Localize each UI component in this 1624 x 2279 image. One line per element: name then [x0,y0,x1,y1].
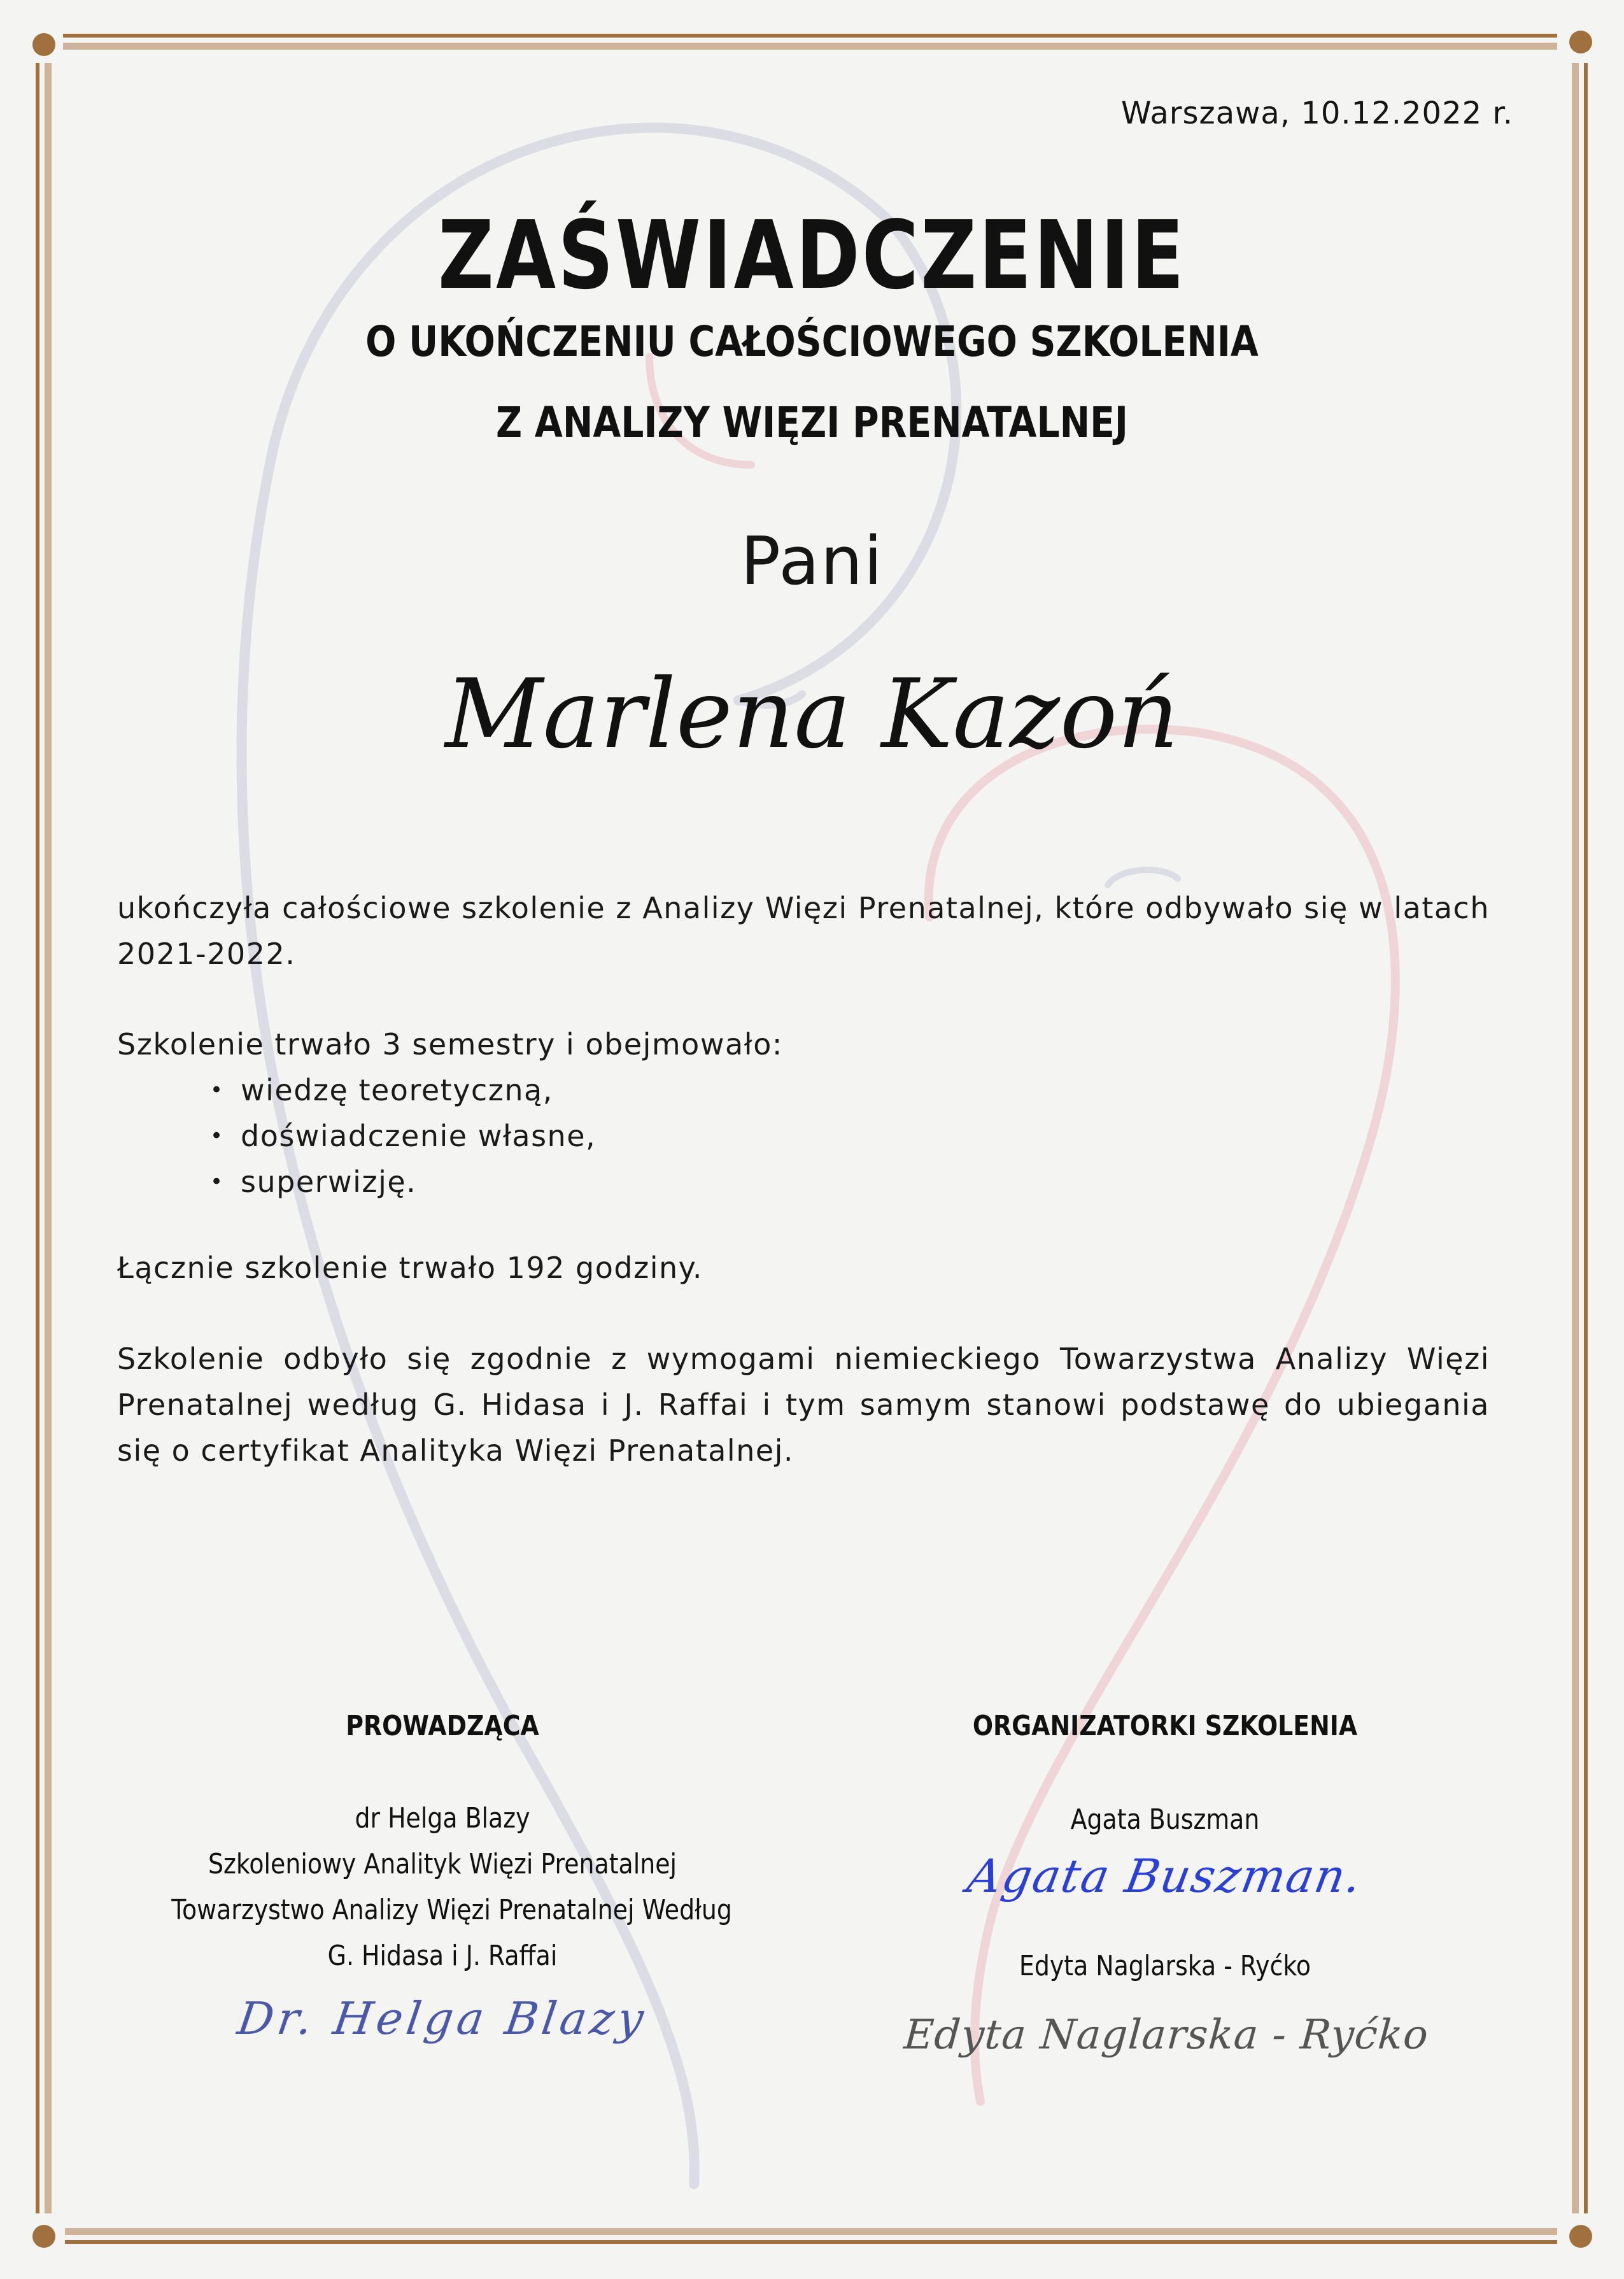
frame-left-dark [36,63,39,2213]
list-item: • superwizję. [210,1159,596,1205]
corner-dot-top-left [32,33,55,56]
corner-dot-top-right [1569,31,1592,53]
list-item: • wiedzę teoretyczną, [210,1067,596,1113]
certificate-subtitle-line2: Z ANALIZY WIĘZI PRENATALNEJ [495,398,1129,447]
recipient-salutation: Pani [740,522,884,600]
body-paragraph-duration: Szkolenie trwało 3 semestry i obejmowało: [117,1027,783,1061]
body-paragraph-compliance: Szkolenie odbyło się zgodnie z wymogami niemieckiego Towarzystwa Analizy Więzi Prenatalnej według G. Hidasa i J. Raffai i tym samym stanowi podstawę do ubiegania się o certyfikat Analityka Więzi Prenatalnej. [117,1342,1490,1468]
body-paragraph-hours: Łącznie szkolenie trwało 192 godziny. [117,1251,703,1285]
body-paragraph-completion: ukończyła całościowe szkolenie z Analizy Więzi Prenatalnej, które odbywało się w latach 2021-2022. [117,891,1490,971]
instructor-organization-cont: G. Hidasa i J. Raffai [327,1940,558,1972]
frame-right-light [1572,63,1579,2213]
place-date: Warszawa, 10.12.2022 r. [1120,96,1513,131]
recipient-name: Marlena Kazoń [445,659,1179,770]
signature-block-organizers [902,0,1430,2279]
organizer-name-2: Edyta Naglarska - Ryćko [1019,1950,1311,1982]
instructor-name: dr Helga Blazy [355,1802,530,1835]
certificate-title: ZAŚWIADCZENIE [437,201,1187,310]
frame-right-dark [1584,63,1588,2213]
organizers-heading: ORGANIZATORKI SZKOLENIA [972,1710,1358,1742]
corner-dot-bottom-right [1569,2225,1592,2248]
organizer-name-1: Agata Buszman [1070,1803,1260,1836]
instructor-heading: PROWADZĄCA [346,1710,539,1742]
signature-block-instructor [127,0,758,2279]
list-item: • doświadczenie własne, [210,1113,596,1159]
instructor-handwritten-signature: Dr. Helga Blazy [234,1992,651,2045]
organizer-1-handwritten-signature: Agata Buszman. [963,1849,1367,1903]
organizer-2-handwritten-signature: Edyta Naglarska - Ryćko [902,2012,1430,2059]
corner-dot-bottom-left [32,2225,55,2248]
instructor-title: Szkoleniowy Analityk Więzi Prenatalnej [208,1848,677,1880]
instructor-organization: Towarzystwo Analizy Więzi Prenatalnej Według [171,1894,732,1926]
certificate-subtitle-line1: O UKOŃCZENIU CAŁOŚCIOWEGO SZKOLENIA [365,317,1259,366]
frame-left-light [45,63,52,2213]
